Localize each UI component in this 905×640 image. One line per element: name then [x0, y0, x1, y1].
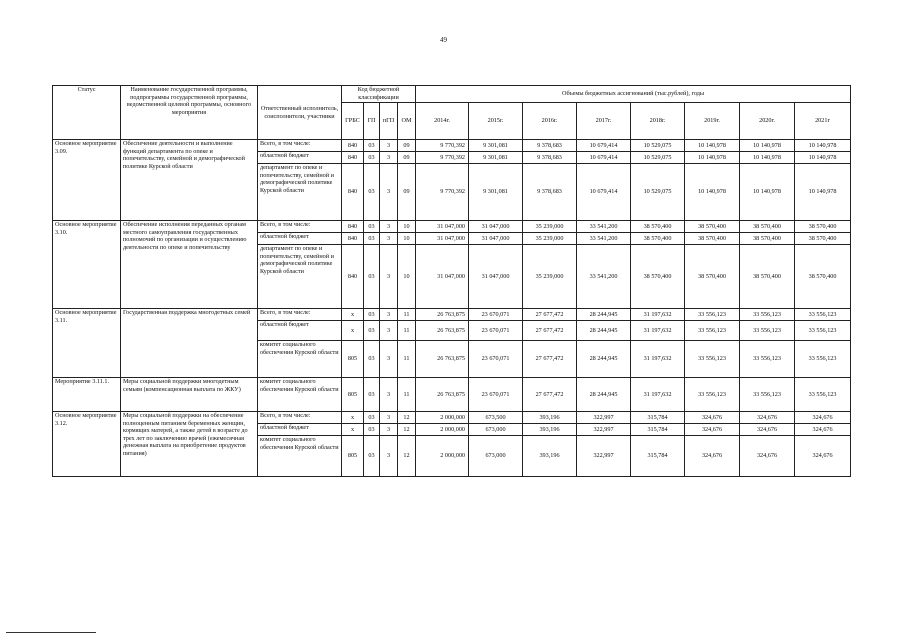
- row-value-cell: 33 556,123: [795, 321, 851, 341]
- row-value-cell: 9 770,392: [416, 140, 469, 152]
- row-value-cell: 324,676: [795, 436, 851, 477]
- row-value-cell: 9 770,392: [416, 152, 469, 164]
- row-value-cell: 10 529,075: [631, 152, 685, 164]
- row-value-cell: 38 570,400: [740, 233, 795, 245]
- row-value-cell: 31 047,000: [416, 245, 469, 309]
- row-value-cell: 9 301,081: [469, 152, 523, 164]
- row-code-cell: 10: [398, 221, 416, 233]
- row-value-cell: 33 541,200: [577, 245, 631, 309]
- row-executor: департамент по опеке и попечительству, семейной и демографической политике Курской области: [258, 164, 342, 221]
- row-value-cell: 324,676: [795, 424, 851, 436]
- row-code-cell: 03: [364, 233, 380, 245]
- header-year: 2020г.: [740, 103, 795, 140]
- row-value-cell: 27 677,472: [523, 378, 577, 412]
- row-value-cell: 27 677,472: [523, 321, 577, 341]
- row-code-cell: 3: [380, 152, 398, 164]
- row-executor: комитет социального обеспечения Курской области: [258, 341, 342, 378]
- row-status: Основное мероприятие 3.11.: [53, 309, 121, 378]
- row-name: Государственная поддержка многодетных семей: [121, 309, 258, 378]
- row-code-cell: 805: [342, 341, 364, 378]
- row-value-cell: 315,784: [631, 436, 685, 477]
- row-status: Мероприятие 3.11.1.: [53, 378, 121, 412]
- row-code-cell: 03: [364, 341, 380, 378]
- row-code-cell: 3: [380, 309, 398, 321]
- row-code-cell: 03: [364, 321, 380, 341]
- row-value-cell: 26 763,875: [416, 378, 469, 412]
- header-code-pgp: пГП: [380, 103, 398, 140]
- header-status: Статус: [53, 86, 121, 140]
- row-value-cell: 10 140,978: [795, 164, 851, 221]
- row-value-cell: 35 239,000: [523, 245, 577, 309]
- row-value-cell: 33 556,123: [740, 341, 795, 378]
- row-value-cell: 31 047,000: [469, 221, 523, 233]
- row-value-cell: 31 197,632: [631, 309, 685, 321]
- row-value-cell: 26 763,875: [416, 321, 469, 341]
- row-value-cell: 10 140,978: [685, 164, 740, 221]
- row-value-cell: 10 529,075: [631, 164, 685, 221]
- row-code-cell: 840: [342, 164, 364, 221]
- row-value-cell: 10 529,075: [631, 140, 685, 152]
- row-executor: Всего, в том числе:: [258, 140, 342, 152]
- row-status: Основное мероприятие 3.09.: [53, 140, 121, 221]
- row-code-cell: 840: [342, 221, 364, 233]
- row-value-cell: 324,676: [740, 412, 795, 424]
- row-value-cell: 33 556,123: [795, 309, 851, 321]
- row-executor: Всего, в том числе:: [258, 309, 342, 321]
- row-value-cell: 10 140,978: [795, 152, 851, 164]
- row-value-cell: 10 140,978: [740, 152, 795, 164]
- header-code-gp: ГП: [364, 103, 380, 140]
- row-value-cell: 23 670,071: [469, 309, 523, 321]
- row-value-cell: 315,784: [631, 412, 685, 424]
- row-code-cell: 03: [364, 140, 380, 152]
- row-code-cell: 3: [380, 412, 398, 424]
- row-value-cell: 27 677,472: [523, 309, 577, 321]
- row-executor: Всего, в том числе:: [258, 412, 342, 424]
- row-value-cell: 33 541,200: [577, 221, 631, 233]
- row-value-cell: 38 570,400: [685, 245, 740, 309]
- row-code-cell: 12: [398, 412, 416, 424]
- row-value-cell: 33 556,123: [685, 341, 740, 378]
- row-code-cell: 840: [342, 152, 364, 164]
- row-code-cell: 09: [398, 152, 416, 164]
- row-code-cell: 11: [398, 321, 416, 341]
- row-value-cell: 33 556,123: [685, 309, 740, 321]
- row-value-cell: 10 679,414: [577, 140, 631, 152]
- row-executor: департамент по опеке и попечительству, семейной и демографической политике Курской области: [258, 245, 342, 309]
- row-status: Основное мероприятие 3.10.: [53, 221, 121, 309]
- row-code-cell: 12: [398, 436, 416, 477]
- row-code-cell: 03: [364, 152, 380, 164]
- row-value-cell: 673,500: [469, 412, 523, 424]
- table-row: [53, 140, 851, 152]
- row-executor: областной бюджет: [258, 424, 342, 436]
- row-name: Обеспечение исполнения переданных органам местного самоуправления государственных полномочий по организации и осуществлению деятельности по опеке и попечительству: [121, 221, 258, 309]
- row-value-cell: 38 570,400: [795, 221, 851, 233]
- row-value-cell: 2 000,000: [416, 424, 469, 436]
- row-code-cell: 03: [364, 309, 380, 321]
- row-value-cell: 38 570,400: [631, 233, 685, 245]
- row-code-cell: х: [342, 424, 364, 436]
- row-executor: областной бюджет: [258, 152, 342, 164]
- row-code-cell: 11: [398, 341, 416, 378]
- row-code-cell: 12: [398, 424, 416, 436]
- header-name: Наименование государственной программы, подпрограммы государственной программы, ведомственной целевой программы, основного мероприятия: [121, 86, 258, 140]
- header-code-grbs: ГРБС: [342, 103, 364, 140]
- row-value-cell: 393,196: [523, 412, 577, 424]
- row-executor: комитет социального обеспечения Курской области: [258, 436, 342, 477]
- row-value-cell: 31 197,632: [631, 378, 685, 412]
- footer-rule: [6, 632, 96, 633]
- row-name: Меры социальной поддержки на обеспечение полноценным питанием беременных женщин, кормящих матерей, а также детей в возрасте до трех лет по заключению врачей (ежемесячная денежная выплата на приобретение продуктов питания): [121, 412, 258, 477]
- row-value-cell: 10 140,978: [740, 140, 795, 152]
- row-code-cell: 3: [380, 221, 398, 233]
- row-value-cell: 10 140,978: [795, 140, 851, 152]
- row-code-cell: 03: [364, 436, 380, 477]
- row-executor: комитет социального обеспечения Курской области: [258, 378, 342, 412]
- row-code-cell: 09: [398, 164, 416, 221]
- row-value-cell: 673,000: [469, 436, 523, 477]
- row-value-cell: 33 556,123: [795, 341, 851, 378]
- budget-table: [52, 85, 851, 477]
- row-value-cell: 324,676: [740, 436, 795, 477]
- row-value-cell: 9 770,392: [416, 164, 469, 221]
- table-row: [53, 378, 851, 412]
- header-year: 2017г.: [577, 103, 631, 140]
- row-code-cell: 3: [380, 341, 398, 378]
- table-header: [53, 86, 851, 140]
- row-value-cell: 322,997: [577, 412, 631, 424]
- row-value-cell: 23 670,071: [469, 321, 523, 341]
- row-value-cell: 315,784: [631, 424, 685, 436]
- row-code-cell: 09: [398, 140, 416, 152]
- row-code-cell: 11: [398, 378, 416, 412]
- header-volumes: Объемы бюджетных ассигнований (тыс.рублей), годы: [416, 86, 851, 103]
- row-value-cell: 673,000: [469, 424, 523, 436]
- row-code-cell: 3: [380, 436, 398, 477]
- row-value-cell: 10 679,414: [577, 152, 631, 164]
- row-value-cell: 9 378,683: [523, 140, 577, 152]
- row-value-cell: 31 047,000: [469, 245, 523, 309]
- row-value-cell: 35 239,000: [523, 221, 577, 233]
- row-value-cell: 33 556,123: [685, 378, 740, 412]
- row-code-cell: 03: [364, 424, 380, 436]
- row-code-cell: 10: [398, 245, 416, 309]
- row-code-cell: х: [342, 321, 364, 341]
- row-value-cell: 33 556,123: [740, 321, 795, 341]
- row-value-cell: 9 378,683: [523, 164, 577, 221]
- row-value-cell: 38 570,400: [795, 233, 851, 245]
- row-code-cell: х: [342, 309, 364, 321]
- row-value-cell: 324,676: [795, 412, 851, 424]
- table-row: [53, 309, 851, 321]
- row-value-cell: 38 570,400: [740, 221, 795, 233]
- row-value-cell: 38 570,400: [685, 221, 740, 233]
- row-value-cell: 31 047,000: [416, 233, 469, 245]
- row-code-cell: 11: [398, 309, 416, 321]
- row-value-cell: 10 140,978: [685, 152, 740, 164]
- row-value-cell: 26 763,875: [416, 341, 469, 378]
- row-code-cell: 3: [380, 140, 398, 152]
- row-name: Обеспечение деятельности и выполнение функций департамента по опеке и попечительству, семейной и демографической политике Курской области: [121, 140, 258, 221]
- row-code-cell: 840: [342, 245, 364, 309]
- row-code-cell: 03: [364, 412, 380, 424]
- row-value-cell: 28 244,945: [577, 378, 631, 412]
- row-code-cell: 10: [398, 233, 416, 245]
- row-value-cell: 28 244,945: [577, 341, 631, 378]
- row-value-cell: 23 670,071: [469, 378, 523, 412]
- row-value-cell: 10 679,414: [577, 164, 631, 221]
- row-value-cell: 324,676: [685, 436, 740, 477]
- row-value-cell: 10 140,978: [685, 140, 740, 152]
- row-status: Основное мероприятие 3.12.: [53, 412, 121, 477]
- row-code-cell: 3: [380, 233, 398, 245]
- page-number: 49: [440, 36, 447, 44]
- row-value-cell: 322,997: [577, 436, 631, 477]
- row-value-cell: 38 570,400: [685, 233, 740, 245]
- row-value-cell: 35 239,000: [523, 233, 577, 245]
- row-value-cell: 23 670,071: [469, 341, 523, 378]
- row-value-cell: 393,196: [523, 424, 577, 436]
- row-code-cell: 03: [364, 378, 380, 412]
- row-value-cell: 324,676: [685, 412, 740, 424]
- header-year: 2014г.: [416, 103, 469, 140]
- row-value-cell: 2 000,000: [416, 412, 469, 424]
- row-value-cell: 38 570,400: [740, 245, 795, 309]
- row-code-cell: 805: [342, 436, 364, 477]
- row-value-cell: 38 570,400: [795, 245, 851, 309]
- row-value-cell: 28 244,945: [577, 321, 631, 341]
- header-executor: Ответственный исполнитель, соисполнители, участники: [258, 86, 342, 140]
- row-executor: Всего, в том числе:: [258, 221, 342, 233]
- row-value-cell: 324,676: [740, 424, 795, 436]
- row-executor: областной бюджет: [258, 321, 342, 341]
- row-code-cell: 03: [364, 221, 380, 233]
- row-code-cell: 3: [380, 321, 398, 341]
- row-value-cell: 33 556,123: [685, 321, 740, 341]
- row-code-cell: 805: [342, 378, 364, 412]
- row-code-cell: 03: [364, 245, 380, 309]
- table-row: [53, 221, 851, 233]
- header-budget-code: Код бюджетной классификации: [342, 86, 416, 103]
- row-value-cell: 2 000,000: [416, 436, 469, 477]
- row-value-cell: 27 677,472: [523, 341, 577, 378]
- header-year: 2021г: [795, 103, 851, 140]
- row-code-cell: 03: [364, 164, 380, 221]
- header-code-om: ОМ: [398, 103, 416, 140]
- row-value-cell: 33 556,123: [740, 378, 795, 412]
- row-value-cell: 10 140,978: [740, 164, 795, 221]
- row-code-cell: 3: [380, 378, 398, 412]
- row-code-cell: 3: [380, 424, 398, 436]
- row-value-cell: 31 197,632: [631, 321, 685, 341]
- row-value-cell: 322,997: [577, 424, 631, 436]
- row-name: Меры социальной поддержки многодетным семьям (компенсационная выплата по ЖКУ): [121, 378, 258, 412]
- row-value-cell: 31 047,000: [416, 221, 469, 233]
- header-year: 2019г.: [685, 103, 740, 140]
- header-year: 2016г.: [523, 103, 577, 140]
- row-value-cell: 33 541,200: [577, 233, 631, 245]
- header-year: 2018г.: [631, 103, 685, 140]
- row-value-cell: 26 763,875: [416, 309, 469, 321]
- row-value-cell: 9 378,683: [523, 152, 577, 164]
- row-value-cell: 28 244,945: [577, 309, 631, 321]
- row-value-cell: 9 301,081: [469, 164, 523, 221]
- header-year: 2015г.: [469, 103, 523, 140]
- row-code-cell: 840: [342, 233, 364, 245]
- row-value-cell: 38 570,400: [631, 245, 685, 309]
- row-value-cell: 33 556,123: [795, 378, 851, 412]
- row-value-cell: 31 047,000: [469, 233, 523, 245]
- row-code-cell: 3: [380, 245, 398, 309]
- row-code-cell: х: [342, 412, 364, 424]
- table-body: [53, 140, 851, 477]
- row-value-cell: 324,676: [685, 424, 740, 436]
- row-value-cell: 31 197,632: [631, 341, 685, 378]
- row-code-cell: 840: [342, 140, 364, 152]
- row-value-cell: 38 570,400: [631, 221, 685, 233]
- table-row: [53, 412, 851, 424]
- row-executor: областной бюджет: [258, 233, 342, 245]
- row-value-cell: 33 556,123: [740, 309, 795, 321]
- row-value-cell: 9 301,081: [469, 140, 523, 152]
- row-code-cell: 3: [380, 164, 398, 221]
- row-value-cell: 393,196: [523, 436, 577, 477]
